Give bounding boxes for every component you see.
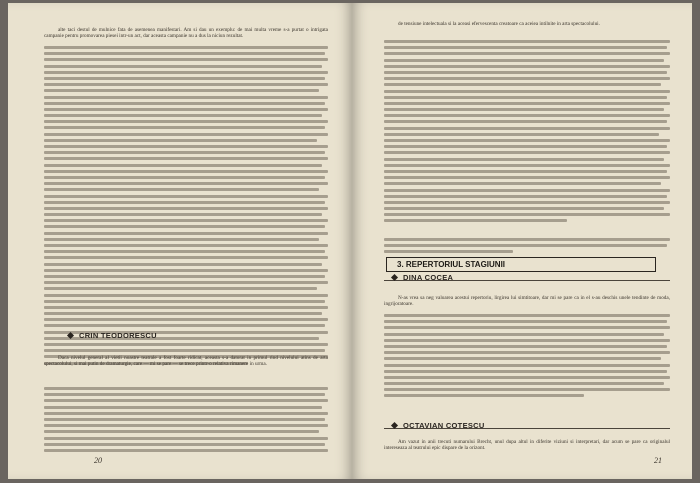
left-page-top-paragraph: alte taci destul de mulnice fata de asemenea manifestari. Am si dau un exemplu: de mai multa vreme s-a purtat o intrigata campanie pentru promovarea piesei intr-un act, dar aceasta campanie nu a dus la niciun rezultat. bbox=[44, 27, 328, 40]
right-page-body-text bbox=[384, 40, 670, 226]
right-page-top-paragraph: de tensiune intelectuala si la aceasi efervescenta creatoare ca aceiea intilnite in arta spectacolului. bbox=[398, 21, 600, 27]
left-page-body-text bbox=[44, 46, 328, 368]
left-author-heading bbox=[68, 331, 157, 340]
right-page-middle-paragraph: N-as vrea sa neg valoarea acestui repertoriu, lirgirea lui simtitoare, dar mi se pare ca in el s-au deschis unele tendinte de moda, ingrijoratoare. bbox=[384, 295, 670, 308]
left-page-number: 20 bbox=[94, 456, 102, 465]
book-spread bbox=[8, 3, 692, 479]
right-author1-name: DINA COCEA bbox=[403, 273, 454, 282]
right-author1-heading bbox=[392, 273, 453, 282]
right-page-number: 21 bbox=[654, 456, 662, 465]
right-page-closing-text bbox=[384, 238, 670, 257]
section-title-box bbox=[386, 257, 656, 272]
bullet-diamond-icon bbox=[391, 274, 398, 281]
left-page-bottom-paragraph: Daca nivelul general al vietii noastre teatrale a fost foarte ridicat, aceasta s-a datorat in primul rind nivelului atins de arta spectacolului, si mai putin de dramaturgie, care — mi se pare — se trece printr-o relativa rimanere in urma. bbox=[44, 355, 328, 368]
right-page-bottom-paragraph: Am vazut in anii trecuti numarului Brecht, unul dupa altul in diferite viziuni si interpretari, dar acum se pare ca originalul intereseaza al teatrului epic dispare de la orizont. bbox=[384, 439, 670, 452]
right-page-middle-body-text bbox=[384, 314, 670, 401]
right-author2-name: OCTAVIAN COTESCU bbox=[403, 421, 485, 430]
left-page bbox=[8, 3, 352, 479]
bullet-diamond-icon bbox=[391, 422, 398, 429]
right-page bbox=[352, 3, 692, 479]
left-page-bottom-body-text bbox=[44, 387, 328, 455]
section-title: 3. REPERTORIUL STAGIUNII bbox=[397, 260, 506, 269]
right-author2-heading bbox=[392, 421, 485, 430]
bullet-diamond-icon bbox=[67, 332, 74, 339]
left-author-name: CRIN TEODORESCU bbox=[79, 331, 157, 340]
